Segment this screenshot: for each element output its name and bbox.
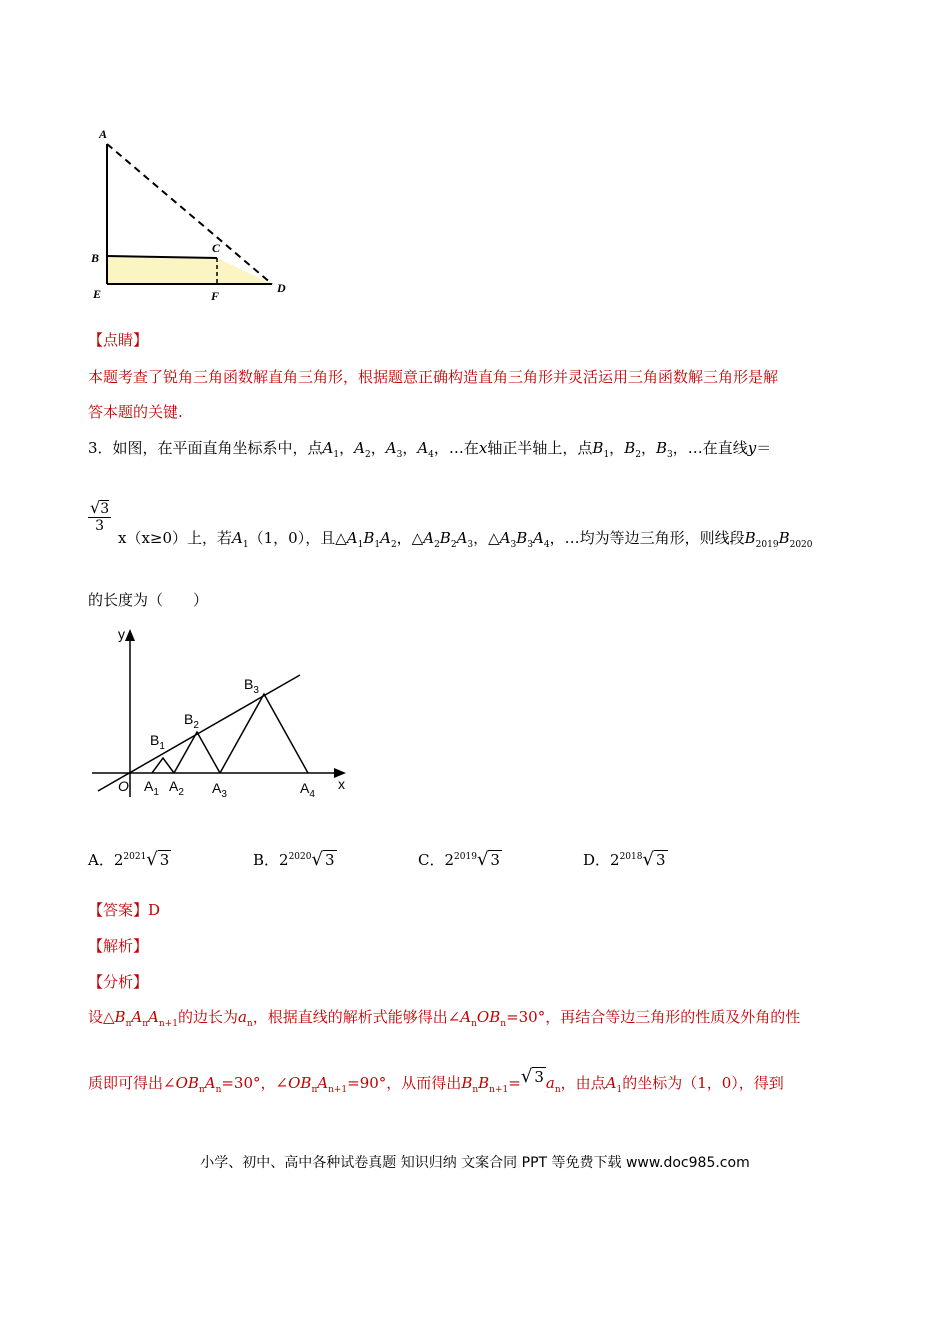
answer: 【答案】D (88, 901, 161, 919)
label-a4: $A_4$ (300, 780, 315, 800)
label-e: E (93, 287, 102, 301)
option-b[interactable]: B．$2^{2020}√$ 3 (253, 849, 335, 870)
q3-line2: x（x≥0）上，若$A_1(1$，0），且$\triangle A_1B_1A_2$，$\triangle A_2B_2A_3$，$\triangle A_3B_3A_4$，…均为等边三角形，则线段$B_{2019}B_{2020}$ (118, 529, 813, 550)
label-a2: $A_2$ (169, 778, 184, 798)
option-c[interactable]: C．$2^{2019}√$ 3 (418, 849, 500, 870)
option-a[interactable]: A．$2^{2021}√$ 3 (88, 849, 170, 870)
fenxi-line2: 质即可得出$\angle OB_nA_n=30^\circ$，$\angle OB_nA_{n+1}=90^\circ$，从而得出$B_nB_{n+1}=√$ 3 $a_n$，由点$A_1$的坐标为（1，0），得到 (88, 1066, 784, 1095)
label-a: A (99, 127, 108, 141)
dianjing-line2: 答本题的关键. (88, 403, 183, 421)
label-f: F (211, 289, 220, 303)
figure-coordinate-triangles (88, 625, 358, 805)
fenxi-line1: 设$\triangle B_nA_nA_{n+1}$的边长为$a_n$，根据直线的解析式能够得出$\angle A_nOB_n=30^\circ$，再结合等边三角形的性质及外角的性 (88, 1008, 801, 1029)
x-axis-label: x (338, 776, 345, 792)
dianjing-line1: 本题考查了锐角三角函数解直角三角形，根据题意正确构造直角三角形并灵活运用三角函数解三角形是解 (88, 368, 779, 386)
label-d: D (277, 281, 286, 295)
q3-line1: 3．如图，在平面直角坐标系中，点$A_1$，$A_2$，$A_3$，$A_4$，…在x轴正半轴上，点$B_1$，$B_2$，$B_3$，…在直线y＝ (88, 439, 772, 460)
option-d[interactable]: D．$2^{2018}√$ 3 (583, 849, 666, 870)
label-b2: $B_2$ (184, 711, 199, 731)
label-a1: $A_1$ (144, 778, 159, 798)
origin-label: O (118, 778, 129, 794)
q3-line3: 的长度为（ ） (88, 591, 209, 609)
y-axis-label: y (118, 626, 125, 642)
triangle-a2b2a3 (174, 732, 220, 773)
page-footer: 小学、初中、高中各种试卷真题 知识归纳 文案合同 PPT 等免费下载 www.doc985.com (200, 1155, 750, 1171)
label-b3: $B_3$ (244, 676, 259, 696)
triangle-a1b1a2 (152, 758, 174, 773)
q3-fraction: $\frac{√3}{3}$ (90, 498, 110, 534)
label-c: C (212, 241, 221, 255)
fenxi-title: 【分析】 (88, 973, 149, 991)
label-a3: $A_3$ (212, 780, 227, 800)
y-axis-arrow (125, 629, 135, 641)
figure-triangle-abd (85, 122, 305, 307)
shaded-quadrilateral (107, 256, 272, 284)
dianjing-title: 【点睛】 (88, 331, 149, 349)
jiexi-title: 【解析】 (88, 937, 149, 955)
label-b1: $B_1$ (150, 732, 165, 752)
label-b: B (91, 251, 100, 265)
triangle-a3b3a4 (220, 694, 308, 773)
